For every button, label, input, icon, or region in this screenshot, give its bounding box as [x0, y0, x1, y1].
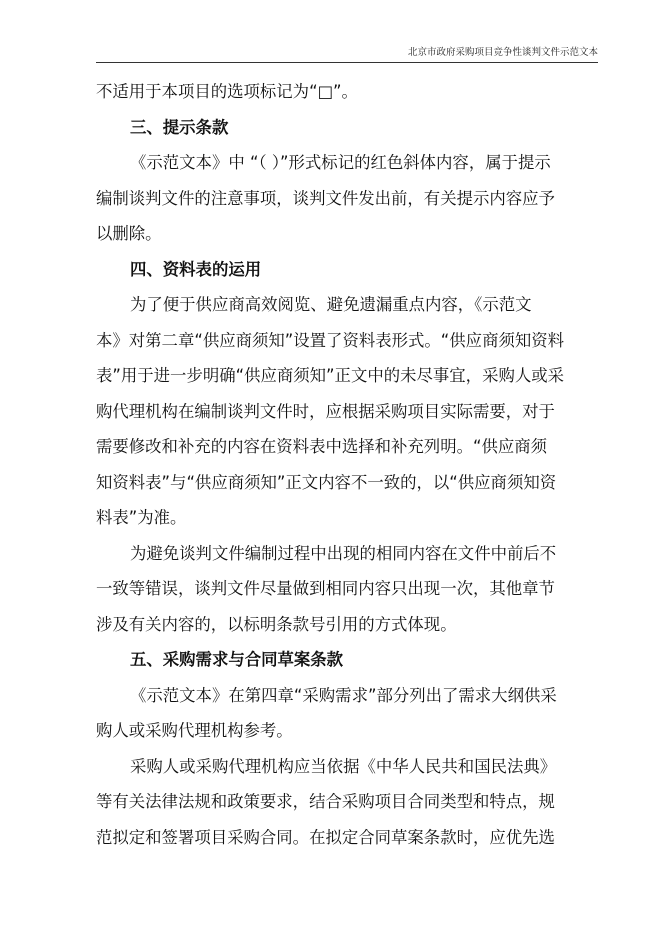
section-heading-requirements-contract: 五、采购需求与合同草案条款 [130, 650, 344, 669]
section-heading-hints: 三、提示条款 [130, 117, 229, 137]
section-heading-data-sheet: 四、资料表的运用 [130, 259, 262, 279]
body-line: 《示范文本》中 “（ ）”形式标记的红色斜体内容，属于提示 [130, 153, 551, 172]
body-line: 为了便于供应商高效阅览、避免遗漏重点内容，《示范文 [130, 295, 532, 314]
body-line: 一致等错误，谈判文件尽量做到相同内容只出现一次，其他章节 [96, 579, 555, 598]
document-body [96, 74, 598, 855]
page-header [96, 40, 598, 63]
body-line: 范拟定和签署项目采购合同。在拟定合同草案条款时，应优先选 [96, 827, 555, 847]
body-line: 以删除。 [96, 224, 162, 243]
body-line: 购人或采购代理机构参考。 [96, 721, 293, 740]
body-line: 涉及有关内容的，以标明条款号引用的方式体现。 [96, 614, 457, 634]
body-line: 本》对第二章“供应商须知”设置了资料表形式。“供应商须知资料 [96, 330, 565, 350]
body-line: 为避免谈判文件编制过程中出现的相同内容在文件中前后不 [130, 543, 557, 563]
body-line: 采购人或采购代理机构应当依据《中华人民共和国民法典》 [130, 756, 557, 776]
body-line: 等有关法律法规和政策要求，结合采购项目合同类型和特点，规 [96, 792, 555, 811]
header-title: 北京市政府采购项目竞争性谈判文件示范文本 [407, 47, 598, 58]
body-line: 料表”为准。 [96, 508, 187, 527]
body-line: 《示范文本》在第四章“采购需求”部分列出了需求大纲供采 [130, 685, 557, 705]
body-line: 购代理机构在编制谈判文件时，应根据采购项目实际需要，对于 [96, 401, 555, 421]
body-line: 不适用于本项目的选项标记为“□”。 [96, 82, 358, 101]
body-line: 知资料表”与“供应商须知”正文内容不一致的，以“供应商须知资 [96, 472, 557, 492]
body-line: 表”用于进一步明确“供应商须知”正文中的未尽事宜，采购人或采 [96, 366, 565, 385]
body-line: 编制谈判文件的注意事项，谈判文件发出前，有关提示内容应予 [96, 188, 555, 208]
body-line: 需要修改和补充的内容在资料表中选择和补充列明。“供应商须 [96, 437, 548, 456]
